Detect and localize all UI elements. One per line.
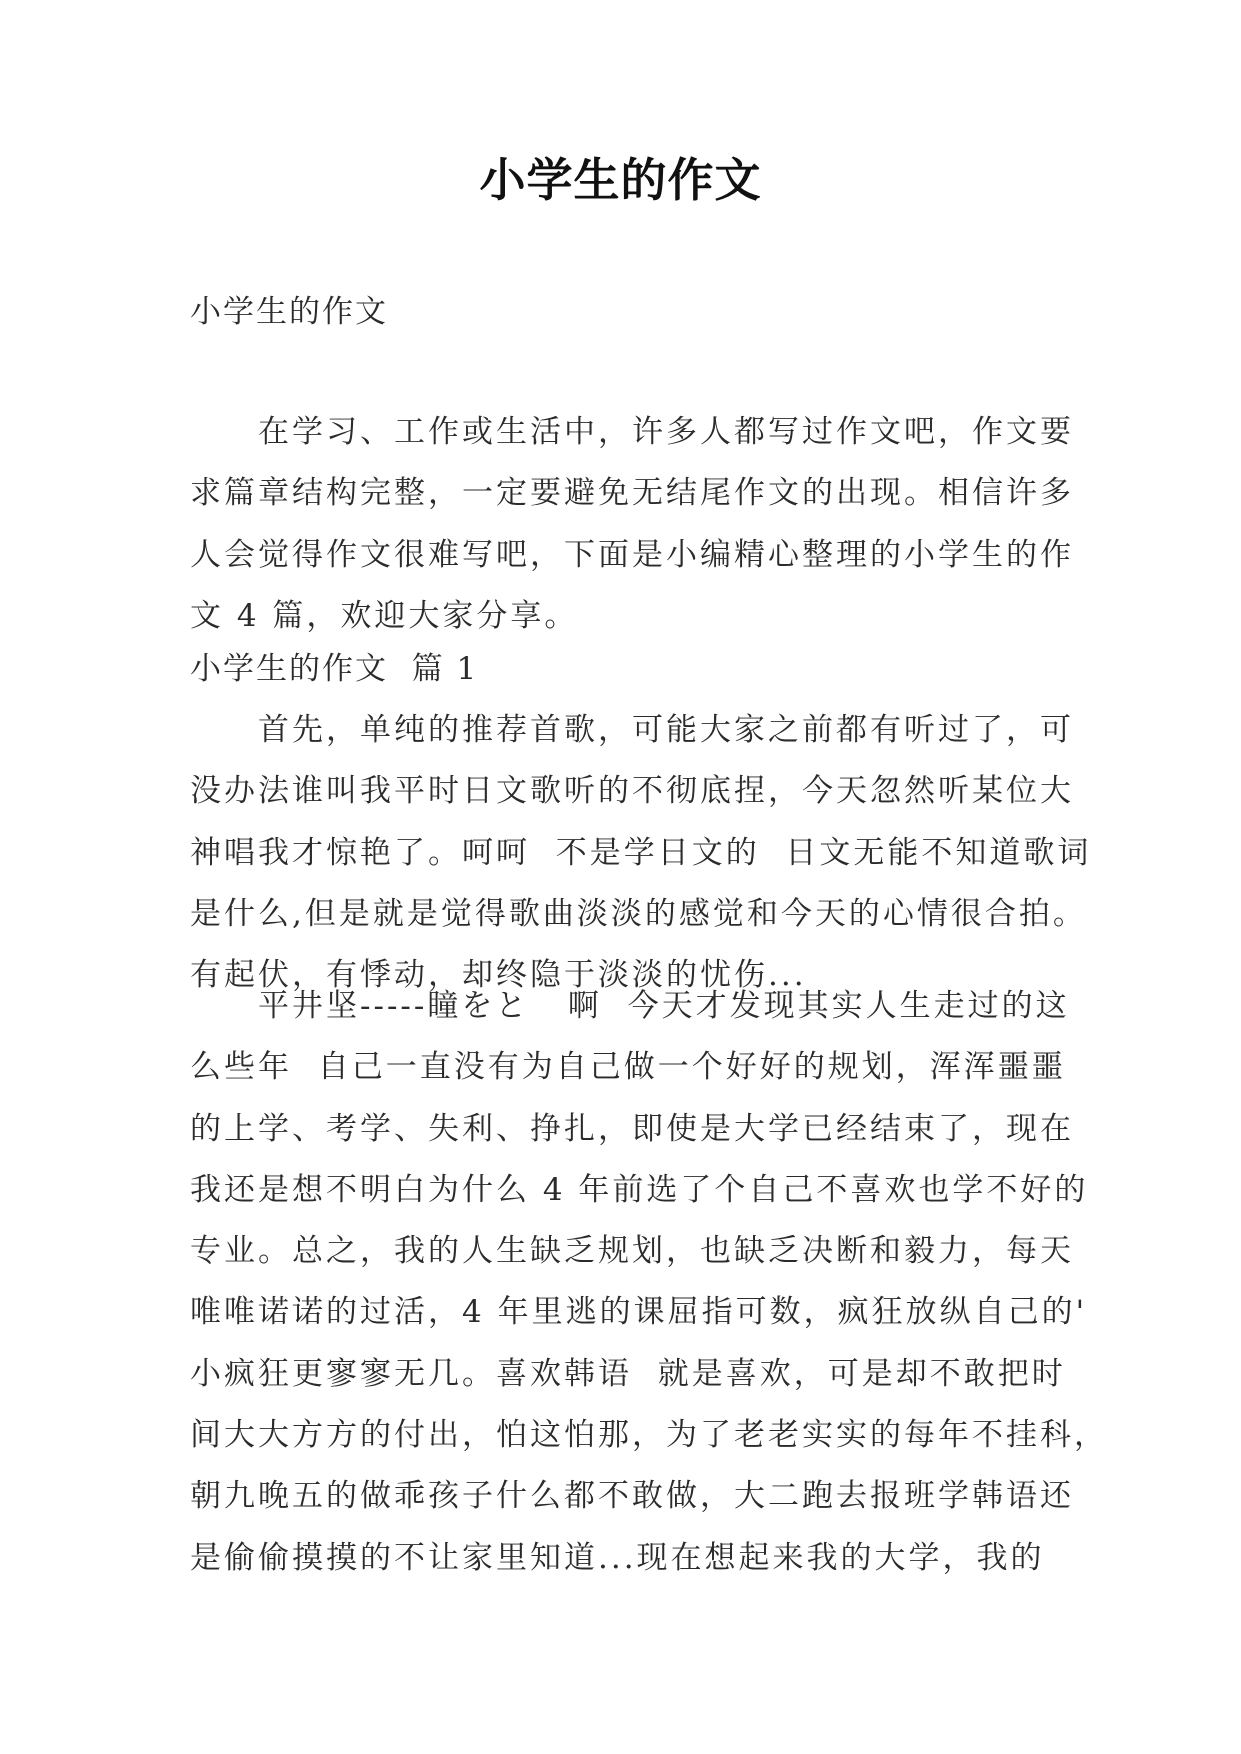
text-line: 小疯狂更寥寥无几。喜欢韩语 就是喜欢，可是却不敢把时 — [190, 1355, 1066, 1392]
document-subtitle: 小学生的作文 — [190, 294, 388, 330]
text-line: 神唱我才惊艳了。呵呵 不是学日文的 日文无能不知道歌词 — [190, 834, 1092, 871]
paragraph-2 — [190, 976, 1108, 1589]
text-line: 文 4 篇，欢迎大家分享。 — [190, 597, 579, 634]
intro-paragraph — [190, 402, 1074, 647]
text-line: 是偷偷摸摸的不让家里知道...现在想起来我的大学，我的 — [190, 1539, 1045, 1576]
document-title: 小学生的作文 — [479, 153, 762, 207]
text-line: 求篇章结构完整，一定要避免无结尾作文的出现。相信许多 — [190, 475, 1074, 512]
section-heading: 小学生的作文 篇 1 — [190, 651, 479, 687]
text-line: 的上学、考学、失利、挣扎，即使是大学已经结束了，现在 — [190, 1110, 1074, 1147]
text-line: 么些年 自己一直没有为自己做一个好好的规划，浑浑噩噩 — [190, 1049, 1066, 1086]
text-line: 在学习、工作或生活中，许多人都写过作文吧，作文要 — [258, 414, 1074, 450]
text-line: 朝九晚五的做乖孩子什么都不敢做，大二跑去报班学韩语还 — [190, 1478, 1074, 1515]
text-line: 没办法谁叫我平时日文歌听的不彻底捏，今天忽然听某位大 — [190, 773, 1074, 810]
text-line: 间大大方方的付出，怕这怕那，为了老老实实的每年不挂科， — [190, 1417, 1108, 1454]
text-line: 我还是想不明白为什么 4 年前选了个自己不喜欢也学不好的 — [190, 1171, 1089, 1208]
text-line: 首先，单纯的推荐首歌，可能大家之前都有听过了，可 — [258, 712, 1074, 748]
text-line: 是什么,但是就是觉得歌曲淡淡的感觉和今天的心情很合拍。 — [190, 895, 1087, 932]
text-line: 有起伏，有悸动，却终隐于淡淡的忧伤... — [190, 957, 807, 994]
text-line: 专业。总之，我的人生缺乏规划，也缺乏决断和毅力，每天 — [190, 1233, 1074, 1270]
text-line: 人会觉得作文很难写吧，下面是小编精心整理的小学生的作 — [190, 536, 1074, 573]
text-line: 平井坚-----瞳をと 啊 今天才发现其实人生走过的这 — [258, 988, 1070, 1024]
text-line: 唯唯诺诺的过活，4 年里逃的课屈指可数，疯狂放纵自己的' — [190, 1294, 1088, 1331]
